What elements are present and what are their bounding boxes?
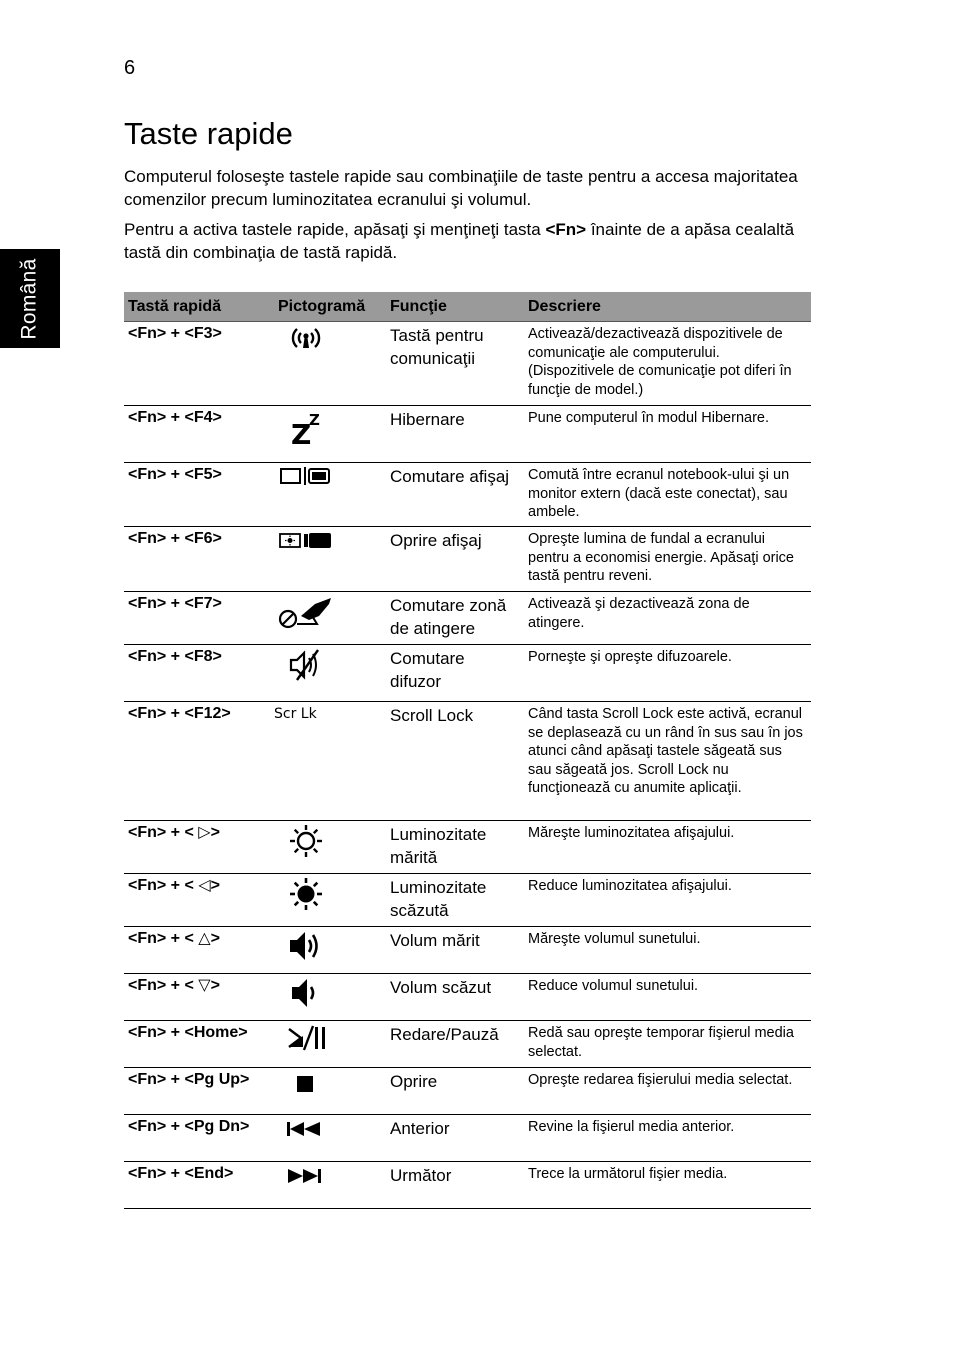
scroll-lock-icon	[274, 704, 338, 748]
icon-cell	[274, 406, 386, 463]
next-icon	[274, 1164, 338, 1208]
volume-down-icon	[274, 976, 338, 1020]
speaker-mute-icon	[274, 647, 338, 691]
hotkey-cell: <Fn> + <Pg Dn>	[124, 1115, 274, 1162]
function-cell: Hibernare	[386, 406, 524, 463]
description-cell: Trece la următorul fişier media.	[524, 1162, 811, 1209]
hotkey-cell: <Fn> + <End>	[124, 1162, 274, 1209]
description-cell: Opreşte lumina de fundal a ecranului pentru a economisi energie. Apăsaţi orice tastă pentru reveni.	[524, 527, 811, 592]
sleep-icon	[274, 408, 338, 452]
hotkey-cell: <Fn> + <F4>	[124, 406, 274, 463]
scroll-lock-label: Scr Lk	[274, 706, 317, 722]
icon-cell	[274, 463, 386, 527]
icon-cell	[274, 702, 386, 821]
table-row	[124, 974, 811, 1021]
icon-cell	[274, 1162, 386, 1209]
table-row	[124, 702, 811, 821]
icon-cell	[274, 1068, 386, 1115]
description-cell: Pune computerul în modul Hibernare.	[524, 406, 811, 463]
table-row	[124, 322, 811, 406]
function-cell: Luminozitate scăzută	[386, 874, 524, 927]
table-row	[124, 645, 811, 702]
svg-text:Z: Z	[309, 411, 320, 429]
hotkey-cell: <Fn> + <F8>	[124, 645, 274, 702]
language-side-tab	[0, 249, 60, 348]
header-hotkey: Tastă rapidă	[124, 292, 274, 322]
function-cell: Anterior	[386, 1115, 524, 1162]
function-cell: Tastă pentru comunicaţii	[386, 322, 524, 406]
page-number: 6	[124, 57, 136, 79]
hotkey-cell: <Fn> + <F6>	[124, 527, 274, 592]
hotkey-cell: <Fn> + < ▷>	[124, 821, 274, 874]
hotkey-cell: <Fn> + <Home>	[124, 1021, 274, 1068]
description-cell: Porneşte şi opreşte difuzoarele.	[524, 645, 811, 702]
hotkey-cell: <Fn> + <F3>	[124, 322, 274, 406]
display-toggle-icon	[274, 465, 338, 509]
header-function: Funcţie	[386, 292, 524, 322]
brightness-up-icon	[274, 823, 338, 867]
icon-cell	[274, 645, 386, 702]
function-cell: Următor	[386, 1162, 524, 1209]
description-cell: Revine la fişierul media anterior.	[524, 1115, 811, 1162]
function-cell: Oprire	[386, 1068, 524, 1115]
table-row	[124, 406, 811, 463]
function-cell: Oprire afişaj	[386, 527, 524, 592]
play-pause-icon	[274, 1023, 338, 1067]
hotkey-cell: <Fn> + <Pg Up>	[124, 1068, 274, 1115]
description-cell: Redă sau opreşte temporar fişierul media selectat.	[524, 1021, 811, 1068]
description-cell: Măreşte luminozitatea afişajului.	[524, 821, 811, 874]
function-cell: Redare/Pauză	[386, 1021, 524, 1068]
brightness-down-icon	[274, 876, 338, 920]
table-header-row	[124, 292, 811, 322]
icon-cell	[274, 974, 386, 1021]
hotkey-cell: <Fn> + <F5>	[124, 463, 274, 527]
description-cell: Reduce luminozitatea afişajului.	[524, 874, 811, 927]
icon-cell	[274, 322, 386, 406]
function-cell: Scroll Lock	[386, 702, 524, 821]
description-cell: Activează şi dezactivează zona de atingere.	[524, 592, 811, 645]
function-cell: Volum scăzut	[386, 974, 524, 1021]
description-cell: Comută între ecranul notebook-ului şi un monitor extern (dacă este conectat), sau ambele.	[524, 463, 811, 527]
hotkey-cell: <Fn> + < △>	[124, 927, 274, 974]
touchpad-icon	[274, 594, 338, 638]
hotkey-cell: <Fn> + <F12>	[124, 702, 274, 821]
page-title: Taste rapide	[124, 116, 293, 151]
hotkey-cell: <Fn> + < ▽>	[124, 974, 274, 1021]
table-row	[124, 821, 811, 874]
intro-paragraph: Computerul foloseşte tastele rapide sau combinaţiile de taste pentru a accesa majoritatea comenzilor precum luminozitatea ecranului şi volumul.	[124, 167, 798, 209]
description-cell: Când tasta Scroll Lock este activă, ecranul se deplasează cu un rând în sus sau în jos atunci când apăsaţi tastele săgeată sus sau săgeată jos. Scroll Lock nu funcţionează cu anumite aplicaţii.	[524, 702, 811, 821]
table-row	[124, 1162, 811, 1209]
description-cell: Măreşte volumul sunetului.	[524, 927, 811, 974]
hotkey-cell: <Fn> + <F7>	[124, 592, 274, 645]
description-cell: Opreşte redarea fişierului media selectat.	[524, 1068, 811, 1115]
function-cell: Comutare difuzor	[386, 645, 524, 702]
header-description: Descriere	[524, 292, 811, 322]
icon-cell	[274, 874, 386, 927]
icon-cell	[274, 527, 386, 592]
table-row	[124, 927, 811, 974]
icon-cell	[274, 1115, 386, 1162]
icon-cell	[274, 927, 386, 974]
stop-icon	[274, 1070, 338, 1114]
function-cell: Volum mărit	[386, 927, 524, 974]
activation-paragraph	[124, 218, 814, 264]
table-row	[124, 1068, 811, 1115]
fn-key-label: <Fn>	[545, 220, 587, 239]
description-cell: Activează/dezactivează dispozitivele de comunicaţie ale computerului. (Dispozitivele de comunicaţie pot diferi în funcţie de model.)	[524, 322, 811, 406]
previous-icon	[274, 1117, 338, 1161]
table-row	[124, 463, 811, 527]
function-cell: Comutare zonă de atingere	[386, 592, 524, 645]
icon-cell	[274, 592, 386, 645]
table-row	[124, 874, 811, 927]
language-label: Română	[18, 257, 41, 340]
table-row	[124, 1021, 811, 1068]
description-cell: Reduce volumul sunetului.	[524, 974, 811, 1021]
table-row	[124, 592, 811, 645]
hotkey-table	[124, 292, 811, 1209]
icon-cell	[274, 1021, 386, 1068]
function-cell: Comutare afişaj	[386, 463, 524, 527]
display-off-icon	[274, 529, 338, 573]
hotkey-cell: <Fn> + < ◁>	[124, 874, 274, 927]
function-cell: Luminozitate mărită	[386, 821, 524, 874]
activation-text-after: înainte de a apăsa cealaltă tastă din combinaţia de tastă rapidă.	[124, 220, 795, 262]
icon-cell	[274, 821, 386, 874]
wireless-icon	[274, 324, 338, 368]
table-row	[124, 527, 811, 592]
header-icon: Pictogramă	[274, 292, 386, 322]
volume-up-icon	[274, 929, 338, 973]
activation-text-before: Pentru a activa tastele rapide, apăsaţi şi menţineţi tasta	[124, 220, 546, 239]
svg-text:Z: Z	[291, 418, 312, 448]
table-row	[124, 1115, 811, 1162]
